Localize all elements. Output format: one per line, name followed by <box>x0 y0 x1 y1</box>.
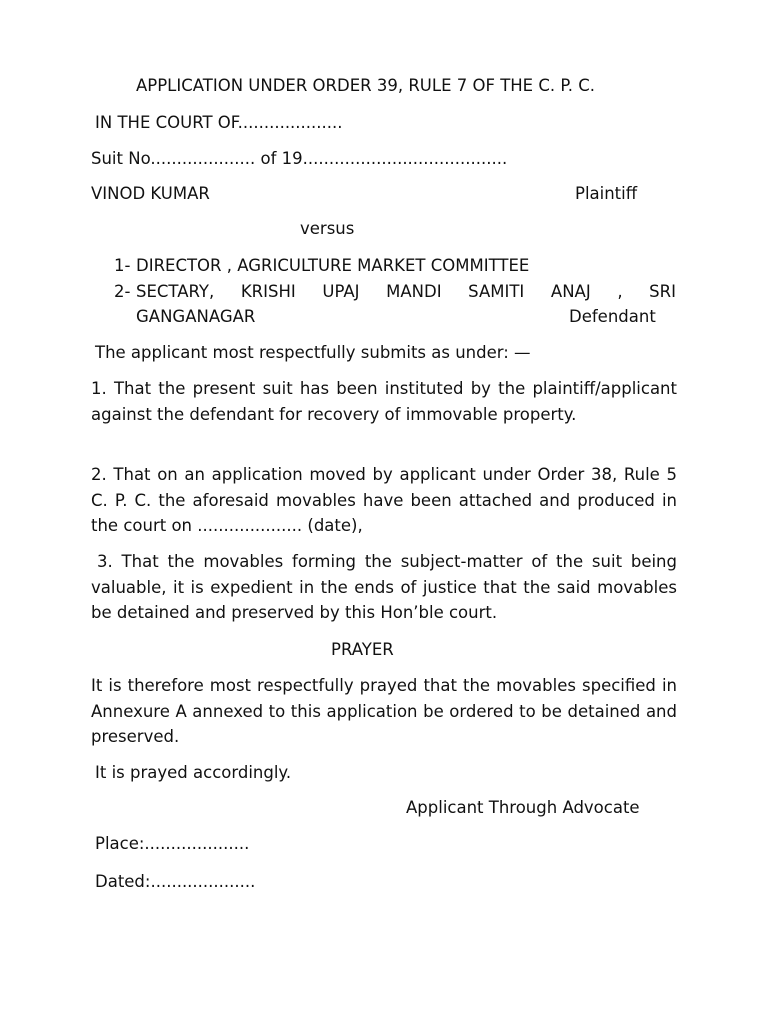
signature-line: Applicant Through Advocate <box>406 798 640 817</box>
court-line: IN THE COURT OF.................... <box>95 113 343 132</box>
paragraph-3: 3. That the movables forming the subject-matter of the suit being valuable, it is expedient in the ends of justice that the said movables be detained and preserved by this Hon’ble court. <box>91 552 677 622</box>
plaintiff-name: VINOD KUMAR <box>91 184 210 203</box>
plaintiff-label: Plaintiff <box>575 184 638 203</box>
prayer-text: It is therefore most respectfully prayed that the movables specified in Annexure A annexed to this application be ordered to be detained and preserved. <box>91 676 677 746</box>
defendant-2-text: SECTARY, KRISHI UPAJ MANDI SAMITI ANAJ , SRI <box>136 282 676 301</box>
suit-number-line: Suit No.................... of 19....................................... <box>91 149 508 168</box>
defendant-2-continuation: GANGANAGAR <box>136 307 256 326</box>
prayer-heading: PRAYER <box>331 640 394 659</box>
defendant-2-number: 2- <box>114 282 131 301</box>
defendant-1 <box>114 256 529 276</box>
defendant-1-text: DIRECTOR , AGRICULTURE MARKET COMMITTEE <box>136 256 530 275</box>
document-title: APPLICATION UNDER ORDER 39, RULE 7 OF THE C. P. C. <box>136 76 596 95</box>
paragraph-1: 1. That the present suit has been instituted by the plaintiff/applicant against the defendant for recovery of immovable property. <box>91 379 677 424</box>
defendant-1-number: 1- <box>114 256 131 275</box>
versus-text: versus <box>300 219 355 238</box>
defendant-label: Defendant <box>569 307 656 326</box>
prayed-accordingly: It is prayed accordingly. <box>95 763 292 782</box>
paragraph-2: 2. That on an application moved by applicant under Order 38, Rule 5 C. P. C. the aforesaid movables have been attached and produced in the court on .................... (date), <box>91 465 677 535</box>
intro-text: The applicant most respectfully submits as under: — <box>95 343 531 362</box>
place-line: Place:.................... <box>95 834 250 853</box>
dated-line: Dated:.................... <box>95 872 256 891</box>
